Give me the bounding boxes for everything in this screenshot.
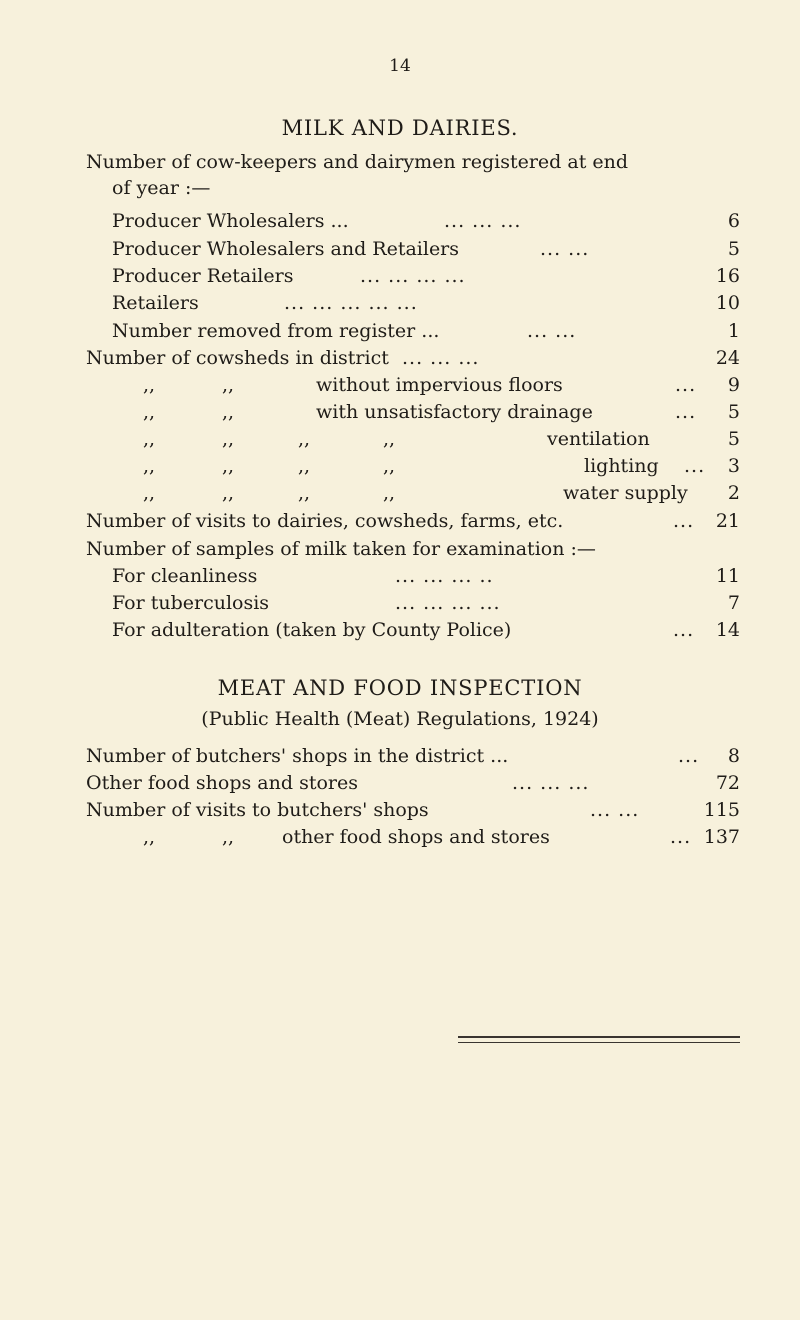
row-label: Number of visits to butchers' shops <box>86 799 429 821</box>
row-value: 5 <box>727 401 740 423</box>
row-value: 14 <box>715 619 740 641</box>
row-label: Other food shops and stores <box>86 772 358 794</box>
row-value: 16 <box>715 265 740 287</box>
row-label: other food shops and stores <box>282 826 550 848</box>
closing-rule <box>458 1036 740 1038</box>
ditto-mark: ,, <box>298 482 311 504</box>
row-value: 137 <box>703 826 740 848</box>
row-label: with unsatisfactory drainage <box>316 401 593 423</box>
row-leader: ... <box>673 619 695 641</box>
row-value: 10 <box>715 292 740 314</box>
ditto-mark: ,, <box>143 455 156 477</box>
row-value: 21 <box>715 510 740 532</box>
closing-rule-secondary <box>458 1042 740 1043</box>
row-label: water supply <box>563 482 688 504</box>
row-leader: ... <box>684 455 706 477</box>
ditto-mark: ,, <box>143 482 156 504</box>
row-label: Number removed from register ... <box>112 320 440 342</box>
ditto-mark: ,, <box>143 401 156 423</box>
row-producer-wholesalers <box>112 207 740 235</box>
ditto-mark: ,, <box>383 455 396 477</box>
row-label: Producer Wholesalers and Retailers <box>112 238 460 260</box>
row-label: Number of butchers' shops in the district ... <box>86 745 509 767</box>
row-leader: ... <box>678 745 700 767</box>
row-water <box>0 479 800 507</box>
ditto-mark: ,, <box>143 826 156 848</box>
row-value: 6 <box>727 210 740 232</box>
row-leader: ... <box>675 401 697 423</box>
row-value: 24 <box>715 347 740 369</box>
row-label: ventilation <box>547 428 650 450</box>
row-adulteration <box>112 616 740 644</box>
row-leader: ... ... ... ... <box>360 265 466 287</box>
row-value: 3 <box>727 455 740 477</box>
page-number: 14 <box>389 56 411 76</box>
row-removed <box>112 317 740 345</box>
ditto-mark: ,, <box>222 374 235 396</box>
row-visits <box>86 507 740 535</box>
row-leader: ... ... ... <box>402 347 480 369</box>
row-tuberculosis <box>112 589 740 617</box>
row-label: without impervious floors <box>316 374 563 396</box>
row-value: 72 <box>715 772 740 794</box>
row-label: Number of visits to dairies, cowsheds, farms, etc. <box>86 510 564 532</box>
row-label: For adulteration (taken by County Police) <box>112 619 512 641</box>
row-value: 2 <box>727 482 740 504</box>
row-label: For cleanliness <box>112 565 258 587</box>
row-label: Producer Retailers <box>112 265 294 287</box>
row-value: 7 <box>727 592 740 614</box>
meat-heading: MEAT AND FOOD INSPECTION <box>217 676 583 700</box>
row-leader: ... ... ... <box>444 210 522 232</box>
row-producer-wholesalers-retailers <box>112 235 740 263</box>
row-leader: ... ... ... ... <box>395 592 501 614</box>
ditto-mark: ,, <box>143 428 156 450</box>
row-value: 11 <box>715 565 740 587</box>
cowkeepers-line1: Number of cow-keepers and dairymen registered at end <box>86 151 629 173</box>
row-leader: ... <box>673 510 695 532</box>
row-ventilation <box>0 425 800 453</box>
cowkeepers-line2: of year :— <box>112 177 211 199</box>
row-retailers <box>112 289 740 317</box>
row-value: 5 <box>727 428 740 450</box>
row-cowsheds <box>86 344 740 372</box>
row-visits-other <box>0 823 800 851</box>
row-leader: ... ... ... .. <box>395 565 494 587</box>
row-label: For tuberculosis <box>112 592 270 614</box>
ditto-mark: ,, <box>222 482 235 504</box>
row-other-shops <box>86 769 740 797</box>
ditto-mark: ,, <box>298 428 311 450</box>
row-label: Number of cowsheds in district <box>86 347 389 369</box>
row-leader: ... ... ... <box>512 772 590 794</box>
row-cleanliness <box>112 562 740 590</box>
row-leader: ... ... <box>590 799 640 821</box>
ditto-mark: ,, <box>222 428 235 450</box>
ditto-mark: ,, <box>298 455 311 477</box>
ditto-mark: ,, <box>222 826 235 848</box>
row-leader: ... ... ... ... ... <box>284 292 418 314</box>
row-drainage <box>0 398 800 426</box>
row-leader: ... ... <box>527 320 577 342</box>
row-value: 8 <box>727 745 740 767</box>
ditto-mark: ,, <box>383 428 396 450</box>
samples-line: Number of samples of milk taken for examination :— <box>86 538 596 560</box>
row-value: 1 <box>727 320 740 342</box>
ditto-mark: ,, <box>383 482 396 504</box>
row-value: 9 <box>727 374 740 396</box>
milk-heading: MILK AND DAIRIES. <box>281 116 519 140</box>
row-producer-retailers <box>112 262 740 290</box>
row-label: lighting <box>584 455 659 477</box>
row-lighting <box>0 452 800 480</box>
row-value: 5 <box>727 238 740 260</box>
row-impervious <box>0 371 800 399</box>
row-visits-butchers <box>86 796 740 824</box>
row-leader: ... <box>675 374 697 396</box>
ditto-mark: ,, <box>222 455 235 477</box>
row-leader: ... ... <box>540 238 590 260</box>
row-label: Retailers <box>112 292 199 314</box>
ditto-mark: ,, <box>222 401 235 423</box>
row-leader: ... <box>670 826 692 848</box>
row-butchers <box>86 742 740 770</box>
row-label: Producer Wholesalers ... <box>112 210 349 232</box>
ditto-mark: ,, <box>143 374 156 396</box>
meat-subheading: (Public Health (Meat) Regulations, 1924) <box>201 708 599 730</box>
row-value: 115 <box>703 799 740 821</box>
